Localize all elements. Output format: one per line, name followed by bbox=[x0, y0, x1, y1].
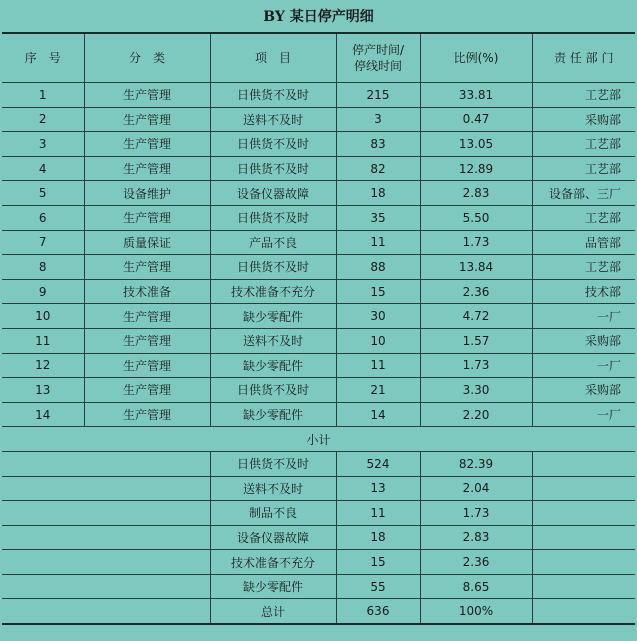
table-row bbox=[2, 230, 635, 255]
cell-blank bbox=[2, 525, 210, 550]
header-item: 项 目 bbox=[210, 33, 336, 83]
cell-dept: 采购部 bbox=[532, 107, 635, 132]
cell-time: 18 bbox=[336, 181, 420, 206]
cell-item: 日供货不及时 bbox=[210, 255, 336, 280]
table-row bbox=[2, 378, 635, 403]
cell-category: 生产管理 bbox=[84, 255, 210, 280]
cell-time: 11 bbox=[336, 353, 420, 378]
cell-blank bbox=[2, 574, 210, 599]
cell-category: 生产管理 bbox=[84, 378, 210, 403]
table-row bbox=[2, 156, 635, 181]
cell-time: 88 bbox=[336, 255, 420, 280]
cell-seq: 14 bbox=[2, 402, 84, 427]
cell-ratio: 2.83 bbox=[420, 181, 532, 206]
cell-category: 生产管理 bbox=[84, 83, 210, 108]
cell-seq: 4 bbox=[2, 156, 84, 181]
cell-ratio: 1.73 bbox=[420, 353, 532, 378]
cell-category: 生产管理 bbox=[84, 353, 210, 378]
cell-ratio: 3.30 bbox=[420, 378, 532, 403]
cell-dept: 品管部 bbox=[532, 230, 635, 255]
cell-dept bbox=[532, 599, 635, 624]
cell-dept: 工艺部 bbox=[532, 132, 635, 157]
cell-time: 15 bbox=[336, 279, 420, 304]
cell-item: 日供货不及时 bbox=[210, 205, 336, 230]
cell-ratio: 33.81 bbox=[420, 83, 532, 108]
cell-item: 日供货不及时 bbox=[210, 378, 336, 403]
cell-ratio: 13.84 bbox=[420, 255, 532, 280]
cell-seq: 12 bbox=[2, 353, 84, 378]
cell-time: 11 bbox=[336, 501, 420, 526]
cell-dept: 采购部 bbox=[532, 378, 635, 403]
cell-item: 产品不良 bbox=[210, 230, 336, 255]
cell-time: 21 bbox=[336, 378, 420, 403]
subtotal-rows bbox=[2, 451, 635, 624]
table-row bbox=[2, 304, 635, 329]
cell-category: 生产管理 bbox=[84, 156, 210, 181]
cell-item: 送料不及时 bbox=[210, 328, 336, 353]
cell-dept: 一厂 bbox=[532, 304, 635, 329]
cell-ratio: 2.36 bbox=[420, 550, 532, 575]
cell-dept bbox=[532, 550, 635, 575]
cell-ratio: 2.83 bbox=[420, 525, 532, 550]
cell-time: 524 bbox=[336, 451, 420, 476]
cell-item: 日供货不及时 bbox=[210, 83, 336, 108]
cell-ratio: 12.89 bbox=[420, 156, 532, 181]
cell-time: 10 bbox=[336, 328, 420, 353]
cell-time: 3 bbox=[336, 107, 420, 132]
cell-dept: 工艺部 bbox=[532, 83, 635, 108]
subtotal-row bbox=[2, 599, 635, 624]
cell-item: 日供货不及时 bbox=[210, 451, 336, 476]
cell-time: 35 bbox=[336, 205, 420, 230]
cell-seq: 7 bbox=[2, 230, 84, 255]
header-dept: 责 任 部 门 bbox=[532, 33, 635, 83]
cell-blank bbox=[2, 451, 210, 476]
cell-blank bbox=[2, 476, 210, 501]
cell-ratio: 4.72 bbox=[420, 304, 532, 329]
cell-dept: 设备部、三厂 bbox=[532, 181, 635, 206]
cell-dept: 工艺部 bbox=[532, 205, 635, 230]
cell-category: 生产管理 bbox=[84, 107, 210, 132]
table-title: BY 某日停产明细 bbox=[263, 9, 374, 25]
cell-item: 日供货不及时 bbox=[210, 132, 336, 157]
cell-item: 技术准备不充分 bbox=[210, 279, 336, 304]
cell-seq: 6 bbox=[2, 205, 84, 230]
cell-item: 总计 bbox=[210, 599, 336, 624]
cell-blank bbox=[2, 599, 210, 624]
cell-time: 215 bbox=[336, 83, 420, 108]
cell-time: 14 bbox=[336, 402, 420, 427]
cell-item: 设备仪器故障 bbox=[210, 181, 336, 206]
cell-dept: 技术部 bbox=[532, 279, 635, 304]
cell-time: 82 bbox=[336, 156, 420, 181]
cell-ratio: 1.73 bbox=[420, 230, 532, 255]
cell-category: 设备维护 bbox=[84, 181, 210, 206]
cell-time: 11 bbox=[336, 230, 420, 255]
subtotal-label-row bbox=[2, 427, 635, 452]
cell-item: 送料不及时 bbox=[210, 476, 336, 501]
cell-ratio: 82.39 bbox=[420, 451, 532, 476]
cell-seq: 1 bbox=[2, 83, 84, 108]
cell-ratio: 100% bbox=[420, 599, 532, 624]
cell-seq: 5 bbox=[2, 181, 84, 206]
subtotal-row bbox=[2, 574, 635, 599]
cell-item: 缺少零配件 bbox=[210, 353, 336, 378]
subtotal-row bbox=[2, 501, 635, 526]
cell-dept bbox=[532, 574, 635, 599]
cell-item: 缺少零配件 bbox=[210, 402, 336, 427]
cell-time: 18 bbox=[336, 525, 420, 550]
cell-category: 质量保证 bbox=[84, 230, 210, 255]
cell-dept bbox=[532, 451, 635, 476]
cell-ratio: 1.57 bbox=[420, 328, 532, 353]
header-ratio: 比例(%) bbox=[420, 33, 532, 83]
header-row bbox=[2, 33, 635, 83]
table-row bbox=[2, 353, 635, 378]
cell-item: 送料不及时 bbox=[210, 107, 336, 132]
cell-ratio: 2.36 bbox=[420, 279, 532, 304]
cell-ratio: 2.20 bbox=[420, 402, 532, 427]
cell-category: 生产管理 bbox=[84, 304, 210, 329]
cell-blank bbox=[2, 501, 210, 526]
cell-ratio: 8.65 bbox=[420, 574, 532, 599]
table-row bbox=[2, 402, 635, 427]
subtotal-row bbox=[2, 476, 635, 501]
subtotal-section bbox=[2, 427, 635, 452]
cell-category: 生产管理 bbox=[84, 205, 210, 230]
table-row bbox=[2, 328, 635, 353]
cell-item: 日供货不及时 bbox=[210, 156, 336, 181]
cell-dept: 工艺部 bbox=[532, 156, 635, 181]
cell-seq: 9 bbox=[2, 279, 84, 304]
cell-time: 30 bbox=[336, 304, 420, 329]
cell-seq: 8 bbox=[2, 255, 84, 280]
cell-dept: 一厂 bbox=[532, 402, 635, 427]
cell-dept bbox=[532, 501, 635, 526]
detail-rows bbox=[2, 83, 635, 427]
cell-dept: 一厂 bbox=[532, 353, 635, 378]
table-row bbox=[2, 205, 635, 230]
cell-time: 636 bbox=[336, 599, 420, 624]
cell-dept bbox=[532, 525, 635, 550]
cell-item: 缺少零配件 bbox=[210, 304, 336, 329]
header-time-line1: 停产时间/ bbox=[351, 43, 405, 57]
table-row bbox=[2, 181, 635, 206]
table-row bbox=[2, 83, 635, 108]
cell-time: 13 bbox=[336, 476, 420, 501]
header-category: 分 类 bbox=[84, 33, 210, 83]
header-time bbox=[336, 33, 420, 83]
cell-dept: 工艺部 bbox=[532, 255, 635, 280]
cell-time: 55 bbox=[336, 574, 420, 599]
header-seq: 序 号 bbox=[2, 33, 84, 83]
cell-ratio: 5.50 bbox=[420, 205, 532, 230]
table-row bbox=[2, 255, 635, 280]
header-time-line2: 停线时间 bbox=[353, 59, 402, 73]
subtotal-row bbox=[2, 451, 635, 476]
table-row bbox=[2, 132, 635, 157]
cell-seq: 11 bbox=[2, 328, 84, 353]
table-row bbox=[2, 279, 635, 304]
cell-category: 生产管理 bbox=[84, 132, 210, 157]
cell-category: 生产管理 bbox=[84, 402, 210, 427]
cell-item: 技术准备不充分 bbox=[210, 550, 336, 575]
cell-ratio: 0.47 bbox=[420, 107, 532, 132]
cell-seq: 3 bbox=[2, 132, 84, 157]
cell-seq: 13 bbox=[2, 378, 84, 403]
table-row bbox=[2, 107, 635, 132]
cell-seq: 10 bbox=[2, 304, 84, 329]
cell-item: 缺少零配件 bbox=[210, 574, 336, 599]
cell-blank bbox=[2, 550, 210, 575]
subtotal-row bbox=[2, 525, 635, 550]
cell-dept bbox=[532, 476, 635, 501]
cell-category: 技术准备 bbox=[84, 279, 210, 304]
cell-ratio: 1.73 bbox=[420, 501, 532, 526]
downtime-table bbox=[2, 32, 635, 625]
cell-ratio: 13.05 bbox=[420, 132, 532, 157]
subtotal-row bbox=[2, 550, 635, 575]
subtotal-label: 小计 bbox=[2, 427, 635, 452]
cell-seq: 2 bbox=[2, 107, 84, 132]
cell-time: 15 bbox=[336, 550, 420, 575]
cell-dept: 采购部 bbox=[532, 328, 635, 353]
cell-time: 83 bbox=[336, 132, 420, 157]
cell-category: 生产管理 bbox=[84, 328, 210, 353]
cell-ratio: 2.04 bbox=[420, 476, 532, 501]
cell-item: 制品不良 bbox=[210, 501, 336, 526]
cell-item: 设备仪器故障 bbox=[210, 525, 336, 550]
